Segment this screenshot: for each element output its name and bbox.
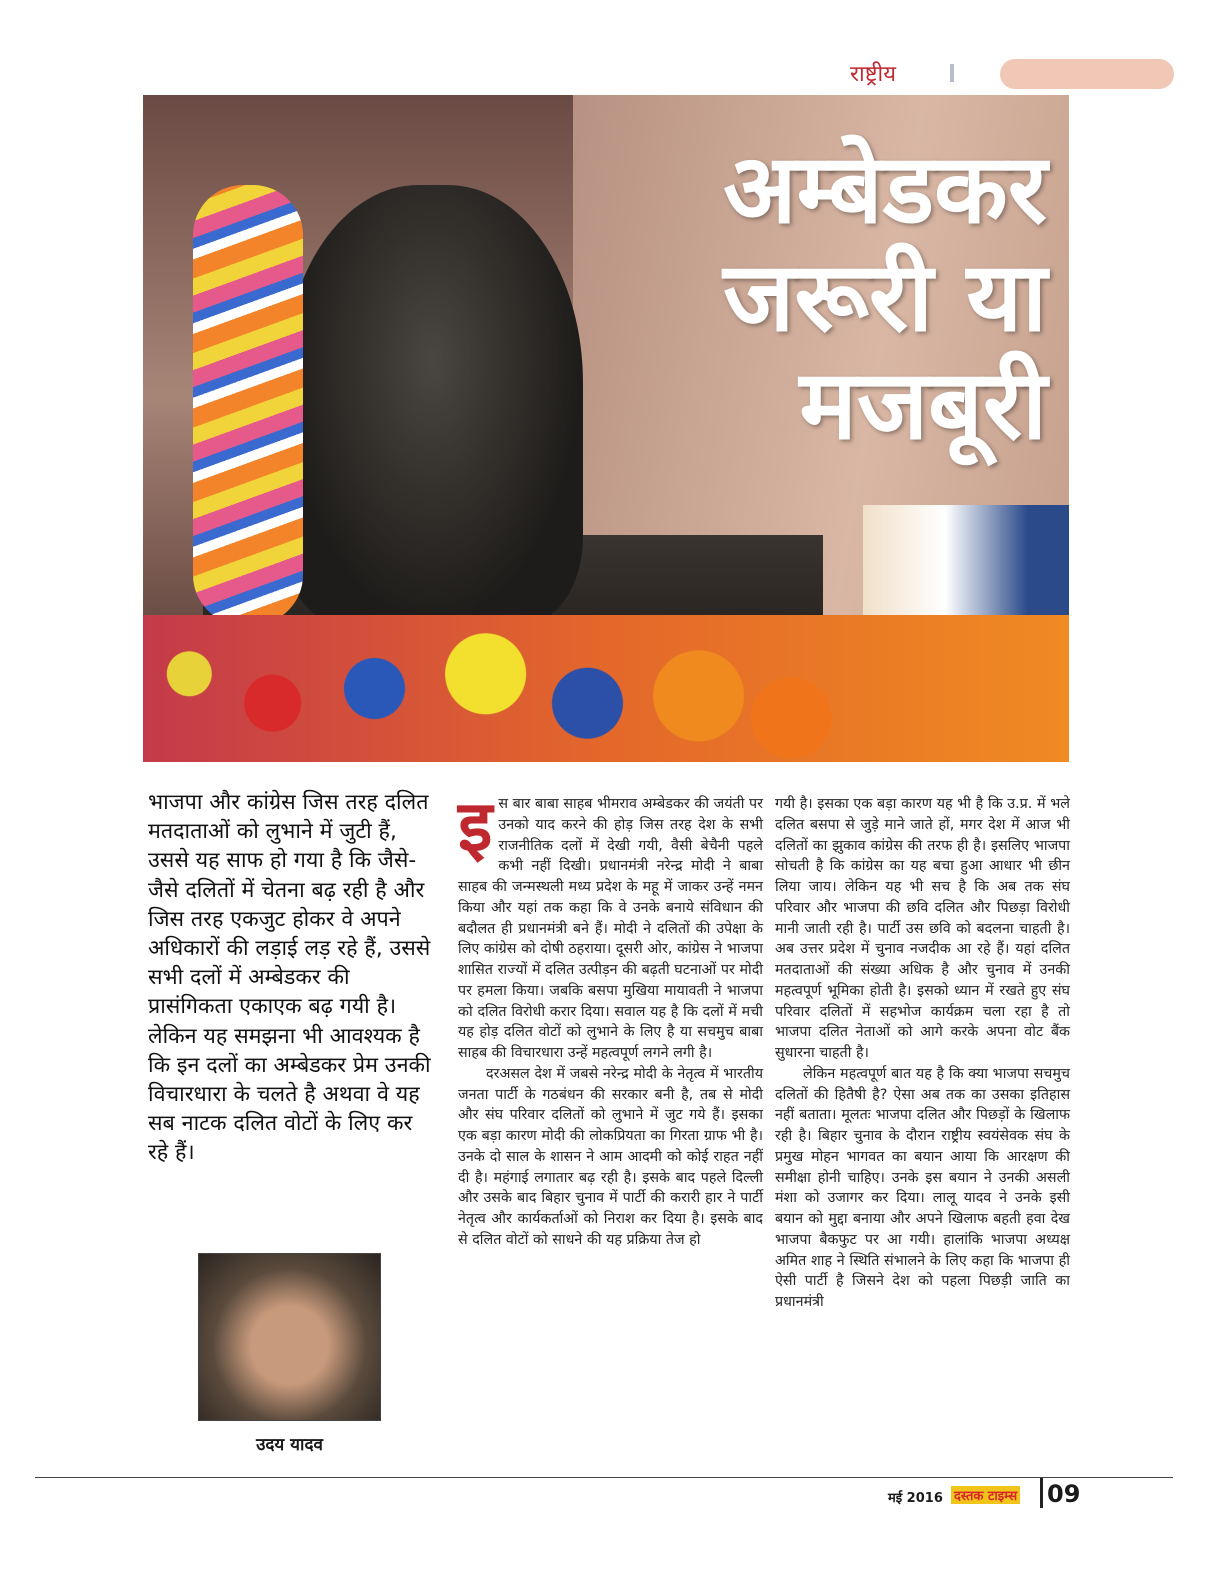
footer-rule: [35, 1477, 1173, 1478]
photo-statue: [283, 185, 583, 625]
body-paragraph: गयी है। इसका एक बड़ा कारण यह भी है कि उ.प्र. में भले दलित बसपा से जुड़े माने जाते हों, मगर देश में आज भी दलितों का झुकाव कांग्रेस की तरफ ही है। इसलिए भाजपा सोचती है कि कांग्रेस का यह बचा हुआ आधार भी छीन लिया जाय। लेकिन यह भी सच है कि अब तक संघ परिवार और भाजपा की छवि दलित और पिछड़ा विरोधी मानी जाती रही है। पार्टी उस छवि को बदलना चाहती है। अब उत्तर प्रदेश में चुनाव नजदीक आ रहे हैं। यहां दलित मतदाताओं की संख्या अधिक है और चुनाव में उनकी महत्वपूर्ण भूमिका होती है। इसको ध्यान में रखते हुए संघ परिवार दलितों में सहभोज कार्यक्रम चला रहा है तो भाजपा दलित नेताओं को आगे करके अपना वोट बैंक सुधारना चाहती है।: [775, 796, 1070, 1061]
section-label: राष्ट्रीय: [850, 62, 897, 87]
magazine-logo: दस्तक टाइम्स: [951, 1486, 1020, 1504]
headline: [723, 135, 1047, 459]
author-name: उदय यादव: [256, 1435, 323, 1455]
author-photo: [198, 1253, 381, 1421]
article-column-2: [775, 794, 1070, 1313]
headline-line: मजबूरी: [799, 349, 1047, 461]
lead-paragraph: भाजपा और कांग्रेस जिस तरह दलित मतदाताओं को लुभाने में जुटी हैं, उससे यह साफ हो गया है कि जैसे-जैसे दलितों में चेतना बढ़ रही है और जिस तरह एकजुट होकर वे अपने अधिकारों की लड़ाई लड़ रहे हैं, उससे सभी दलों में अम्बेडकर की प्रासंगिकता एकाएक बढ़ गयी है। लेकिन यह समझना भी आवश्यक है कि इन दलों का अम्बेडकर प्रेम उनकी विचारधारा के चलते है अथवा वे यह सब नाटक दलित वोटों के लिए कर रहे हैं।: [148, 790, 431, 1166]
header-pill-decoration: [1000, 59, 1174, 89]
photo-flowers: [143, 615, 1069, 762]
divider: [950, 64, 954, 82]
body-paragraph: लेकिन महत्वपूर्ण बात यह है कि क्या भाजपा सचमुच दलितों की हितैषी है? ऐसा अब तक का उसका इतिहास नहीं बताता। मूलतः भाजपा दलित और पिछड़ों के खिलाफ रही है। बिहार चुनाव के दौरान राष्ट्रीय स्वयंसेवक संघ के प्रमुख मोहन भागवत का बयान आया कि आरक्षण की समीक्षा होनी चाहिए। उनके इस बयान ने उनकी असली मंशा को उजागर कर दिया। लालू यादव ने उनके इसी बयान को मुद्दा बनाया और अपने खिलाफ बहती हवा देख भाजपा बैकफुट पर आ गयी। हालांकि भाजपा अध्यक्ष अमित शाह ने स्थिति संभालने के लिए कहा कि भाजपा ही ऐसी पार्टी है जिसने देश को पहला पिछड़ी जाति का प्रधानमंत्री: [775, 1065, 1070, 1310]
article-column-1: [458, 785, 763, 1251]
hero-photo: [143, 95, 1069, 762]
drop-cap: इ: [458, 785, 493, 867]
headline-line: जरूरी या: [723, 241, 1047, 353]
body-paragraph: स बार बाबा साहब भीमराव अम्बेडकर की जयंती पर उनको याद करने की होड़ जिस तरह देश के सभी राजनीतिक दलों में देखी गयी, वैसी बेचैनी पहले कभी नहीं दिखी। प्रधानमंत्री नरेन्द्र मोदी ने बाबा साहब की जन्मस्थली मध्य प्रदेश के महू में जाकर उन्हें नमन किया और यहां तक कहा कि वे उनके बनाये संविधान की बदौलत ही प्रधानमंत्री बने हैं। मोदी ने दलितों की उपेक्षा के लिए कांग्रेस को दोषी ठहराया। दूसरी ओर, कांग्रेस ने भाजपा शासित राज्यों में दलित उत्पीड़न की बढ़ती घटनाओं पर मोदी पर हमला किया। जबकि बसपा मुखिया मायावती ने भाजपा को दलित विरोधी करार दिया। सवाल यह है कि दलों में मची यह होड़ दलित वोटों को लुभाने के लिए है या सचमुच बाबा साहब की विचारधारा उन्हें महत्वपूर्ण लगने लगी है।: [458, 796, 763, 1061]
page-number: 09: [1047, 1480, 1081, 1508]
photo-garland: [193, 185, 303, 625]
headline-line: अम्बेडकर: [723, 133, 1047, 245]
divider: [1040, 1478, 1043, 1508]
issue-date: मई 2016: [888, 1491, 943, 1506]
body-paragraph: दरअसल देश में जबसे नरेन्द्र मोदी के नेतृत्व में भारतीय जनता पार्टी के गठबंधन की सरकार बनी है, तब से मोदी और संघ परिवार दलितों को लुभाने में जुट गये हैं। इसका एक बड़ा कारण मोदी की लोकप्रियता का गिरता ग्राफ भी है। उनके दो साल के शासन ने आम आदमी को कोई राहत नहीं दी है। महंगाई लगातार बढ़ रही है। इसके बाद पहले दिल्ली और उसके बाद बिहार चुनाव में पार्टी की करारी हार ने पार्टी नेतृत्व और कार्यकर्ताओं को निराश कर दिया है। इसके बाद से दलित वोटों को साधने की यह प्रक्रिया तेज हो: [458, 1065, 763, 1248]
